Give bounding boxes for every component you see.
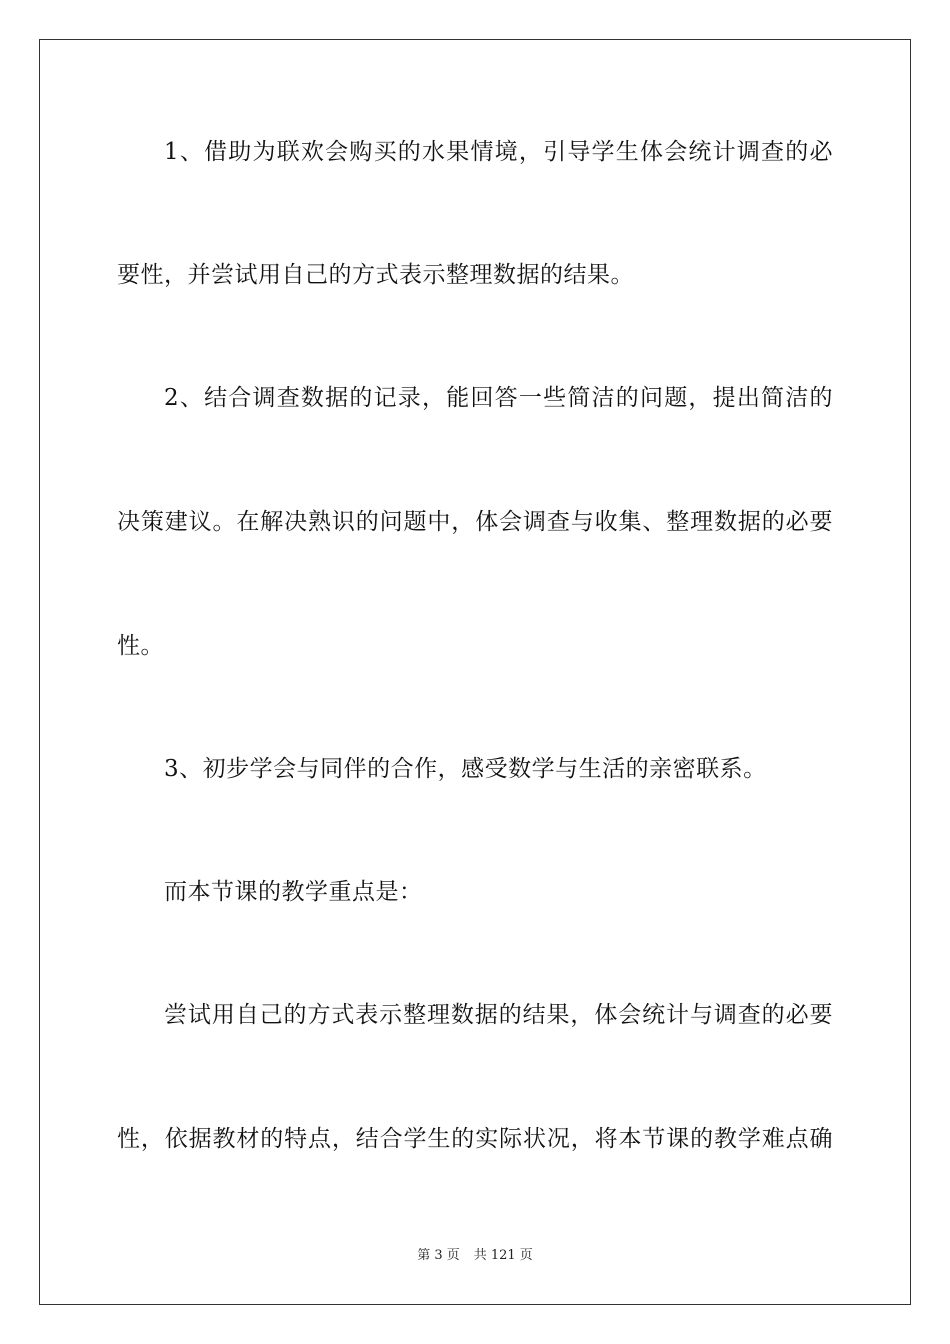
paragraph-2-line-1: 2、结合调查数据的记录，能回答一些简洁的问题，提出简洁的 <box>164 385 833 411</box>
paragraph-1-line-1: 1、借助为联欢会购买的水果情境，引导学生体会统计调查的必 <box>164 139 833 165</box>
paragraph-2-line-3: 性。 <box>117 633 164 659</box>
page-border <box>39 39 911 1305</box>
page-number: 第 3 页 <box>417 1248 460 1263</box>
paragraph-5-line-2: 性，依据教材的特点，结合学生的实际状况，将本节课的教学难点确 <box>117 1126 833 1152</box>
paragraph-1-line-2: 要性，并尝试用自己的方式表示整理数据的结果。 <box>117 262 634 288</box>
paragraph-2-line-2: 决策建议。在解决熟识的问题中，体会调查与收集、整理数据的必要 <box>117 509 833 535</box>
paragraph-5-line-1: 尝试用自己的方式表示整理数据的结果，体会统计与调查的必要 <box>164 1002 833 1028</box>
total-pages: 共 121 页 <box>473 1248 533 1263</box>
paragraph-3-line-1: 3、初步学会与同伴的合作，感受数学与生活的亲密联系。 <box>164 756 767 782</box>
paragraph-4-line-1: 而本节课的教学重点是： <box>164 879 423 905</box>
page-footer <box>0 1247 950 1265</box>
